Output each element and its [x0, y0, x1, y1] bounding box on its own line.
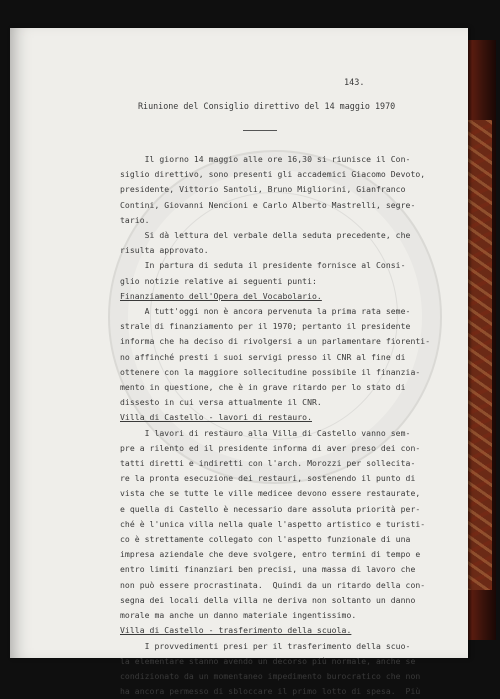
- section-heading: Finanziamento dell'Opera del Vocabolario.: [120, 290, 322, 301]
- page-number: 143.: [344, 78, 365, 88]
- text-line: re la pronta esecuzione dei restauri, sostenendo il punto di: [120, 473, 416, 484]
- text-line: ottenere con la maggiore sollecitudine possibile il finanzia-: [120, 366, 421, 377]
- text-line: presidente, Vittorio Santoli, Bruno Migliorini, Gianfranco: [120, 184, 406, 195]
- text-line: morale ma anche un danno materiale ingentissimo.: [120, 610, 357, 621]
- text-line: A tutt'oggi non è ancora pervenuta la prima rata seme-: [120, 306, 411, 317]
- marbled-spine: [466, 120, 492, 590]
- text-line: tatti diretti e indiretti con l'arch. Morozzi per sollecita-: [120, 458, 416, 469]
- text-line: risulta approvato.: [120, 245, 209, 256]
- text-line: segna dei locali della villa ne deriva non soltanto un danno: [120, 594, 416, 605]
- text-line: condizionato da un momentaneo impedimento burocratico che non: [120, 670, 421, 681]
- document-body: [120, 152, 430, 699]
- text-line: entro limiti finanziari ben precisi, una massa di lavoro che: [120, 564, 416, 575]
- text-line: ha ancora permesso di sbloccare il primo lotto di spesa. Più: [120, 686, 421, 697]
- text-line: pre a rilento ed il presidente informa di aver preso dei con-: [120, 442, 421, 453]
- text-line: glio notizie relative ai seguenti punti:: [120, 275, 317, 286]
- text-line: In partura di seduta il presidente fornisce al Consi-: [120, 260, 406, 271]
- title-divider: [243, 130, 277, 131]
- text-line: non può essere procrastinata. Quindi da un ritardo della con-: [120, 579, 426, 590]
- text-line: vista che se tutte le ville medicee devono essere restaurate,: [120, 488, 421, 499]
- text-line: la elementare stanno avendo un decorso più normale, anche se: [120, 655, 416, 666]
- page-title: Riunione del Consiglio direttivo del 14 maggio 1970: [138, 101, 396, 111]
- text-line: Si dà lettura del verbale della seduta precedente, che: [120, 230, 411, 241]
- text-line: informa che ha deciso di rivolgersi a un parlamentare fiorenti-: [120, 336, 431, 347]
- text-line: e quella di Castello è necessario dare assoluta priorità per-: [120, 503, 421, 514]
- section-heading: Villa di Castello - lavori di restauro.: [120, 412, 312, 423]
- text-line: siglio direttivo, sono presenti gli accademici Giacomo Devoto,: [120, 169, 426, 180]
- text-line: I lavori di restauro alla Villa di Castello vanno sem-: [120, 427, 411, 438]
- text-line: Il giorno 14 maggio alle ore 16,30 si riunisce il Con-: [120, 154, 411, 164]
- text-line: ché è l'unica villa nella quale l'aspetto artistico e turisti-: [120, 518, 426, 529]
- text-line: co è strettamente collegato con l'aspetto funzionale di una: [120, 534, 411, 545]
- text-line: Contini, Giovanni Nencioni e Carlo Alberto Mastrelli, segre-: [120, 199, 416, 210]
- text-line: dissesto in cui versa attualmente il CNR.: [120, 397, 322, 408]
- text-line: no affinché presti i suoi servigi presso il CNR al fine di: [120, 351, 406, 362]
- text-line: impresa aziendale che deve svolgere, entro termini di tempo e: [120, 549, 421, 560]
- text-line: I provvedimenti presi per il trasferimento della scuo-: [120, 640, 411, 651]
- section-heading: Villa di Castello - trasferimento della scuola.: [120, 625, 352, 636]
- text-line: tario.: [120, 214, 150, 225]
- text-line: strale di finanziamento per il 1970; pertanto il presidente: [120, 321, 411, 332]
- text-line: mento in questione, che è in grave ritardo per lo stato di: [120, 382, 406, 393]
